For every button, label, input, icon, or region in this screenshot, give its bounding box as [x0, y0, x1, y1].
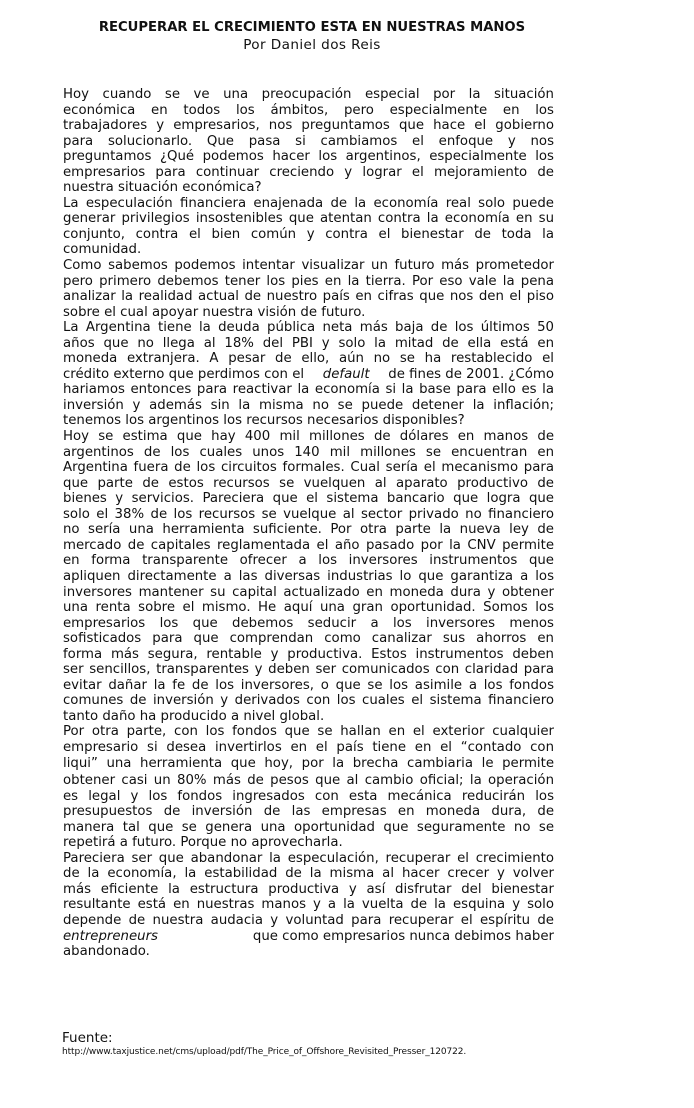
source-url-link[interactable]: http://www.taxjustice.net/cms/upload/pdf/The_Price_of_Offshore_Revisited_Presser_120722.: [62, 1047, 467, 1057]
text-line: apliquen directamente a las diversas industrias lo que garantiza a los: [63, 568, 554, 584]
text-line: solo el 38% de los recursos se vuelque al sector privado no financiero: [63, 506, 554, 522]
text-line: repetirá a futuro. Porque no aprovecharla.: [63, 835, 343, 851]
text-line: obtener casi un 80% más de pesos que al cambio oficial; la operación: [63, 773, 554, 789]
text-line: ser sencillos, transparentes y deben ser comunicados con claridad para: [63, 662, 554, 678]
text-line: Hoy cuando se ve una preocupación especial por la situación: [63, 87, 554, 102]
text-line: de la economía, la estabilidad de la misma al hacer crecer y volver: [63, 866, 554, 882]
text-line: Por otra parte, con los fondos que se hallan en el exterior cualquier: [63, 724, 554, 740]
text-line: tenemos los argentinos los recursos necesarios disponibles?: [63, 413, 465, 429]
text-line: Como sabemos podemos intentar visualizar un futuro más prometedor: [63, 258, 554, 274]
text-fragment: que como empresarios nunca debimos haber: [252, 928, 554, 944]
text-line: más eficiente la estructura productiva y así disfrutar del bienestar: [63, 881, 554, 897]
text-line: presupuestos de inversión de las empresas en moneda dura, de: [63, 804, 554, 820]
text-line: años que no llega al 18% del PBI y solo la mitad de ella está en: [63, 335, 554, 351]
text-line: empresarios para continuar creciendo y lograr el mejoramiento de: [63, 164, 554, 180]
paragraph: [63, 320, 554, 429]
text-line: La especulación financiera enajenada de la economía real solo puede: [63, 195, 554, 211]
article-body: [63, 87, 554, 960]
text-line: comunes de inversión y derivados con los cuales el sistema financiero: [63, 693, 554, 709]
text-line: es legal y los fondos ingresados con esta mecánica reducirán los: [63, 788, 554, 804]
source-label: Fuente:: [62, 1030, 113, 1046]
text-line: sobre el cual apoyar nuestra visión de futuro.: [63, 304, 366, 320]
text-line: en forma transparente ofrecer a los inversores instrumentos que: [63, 553, 554, 569]
text-line: resultante está en nuestras manos y a la vuelta de la esquina y solo: [63, 897, 554, 913]
text-line: liqui” una herramienta que hoy, por la brecha cambiaria le permite: [63, 755, 554, 771]
text-line: empresario si desea invertirlos en el país tiene en el “contado con: [63, 739, 554, 755]
text-line: Hoy se estima que hay 400 mil millones de dólares en manos de: [63, 429, 554, 445]
text-line: no sería una herramienta suficiente. Por otra parte la nueva ley de: [63, 522, 554, 538]
paragraph: [63, 851, 554, 960]
text-line: evitar dañar la fe de los inversores, o que se los asimile a los fondos: [63, 677, 554, 693]
text-line: inversores mantener su capital actualizado en moneda dura y obtener: [63, 584, 554, 600]
paragraph: [63, 196, 554, 258]
text-line: analizar la realidad actual de nuestro país en cifras que nos den el piso: [63, 289, 554, 305]
text-line: [63, 367, 554, 383]
text-line: La Argentina tiene la deuda pública neta más baja de los últimos 50: [63, 320, 554, 336]
text-line: conjunto, contra el bien común y contra el bienestar de toda la: [63, 226, 554, 242]
article-author: Por Daniel dos Reis: [243, 37, 381, 53]
text-line: pero primero debemos tener los pies en la tierra. Por eso vale la pena: [63, 273, 554, 289]
text-line: manera tal que se genera una oportunidad que seguramente no se: [63, 819, 554, 835]
text-line: abandonado.: [63, 944, 150, 960]
italic-term: default: [322, 366, 370, 382]
text-line: empresarios los que debemos seducir a los inversores menos: [63, 615, 554, 631]
text-line: para solucionarlo. Que pasa si cambiamos el enfoque y nos: [63, 133, 554, 149]
text-line: moneda extranjera. A pesar de ello, aún no se ha restablecido el: [63, 351, 554, 367]
text-line: inversión y además sin la misma no se puede detener la inflación;: [63, 397, 554, 413]
article-title: RECUPERAR EL CRECIMIENTO ESTA EN NUESTRAS MANOS: [98, 20, 526, 35]
paragraph: [63, 429, 554, 724]
text-line: nuestra situación económica?: [63, 180, 262, 196]
text-line: trabajadores y empresarios, nos preguntamos que hace el gobierno: [63, 118, 554, 134]
text-line: generar privilegios insostenibles que atentan contra la economía en su: [63, 211, 554, 227]
text-line: hariamos entonces para reactivar la economía si la base para ello es la: [63, 382, 554, 398]
paragraph: [63, 724, 554, 850]
text-line: comunidad.: [63, 242, 142, 258]
text-line: bienes y servicios. Pareciera que el sistema bancario que logra que: [63, 491, 554, 507]
text-line: forma más segura, rentable y productiva. Estos instrumentos deben: [63, 646, 554, 662]
text-line: [63, 929, 554, 945]
text-line: argentinos de los cuales unos 140 mil millones se encuentran en: [63, 444, 554, 460]
text-line: Argentina fuera de los circuitos formales. Cual sería el mecanismo para: [63, 460, 554, 476]
text-line: que parte de estos recursos se vuelquen al aparato productivo de: [63, 475, 554, 491]
text-line: preguntamos ¿Qué podemos hacer los argentinos, especialmente los: [63, 149, 554, 165]
italic-term: entrepreneurs: [63, 928, 158, 944]
text-line: una renta sobre el mismo. He aquí una gran oportunidad. Somos los: [63, 600, 554, 616]
paragraph: [63, 258, 554, 320]
text-line: Pareciera ser que abandonar la especulación, recuperar el crecimiento: [63, 850, 554, 866]
text-line: económica en todos los ámbitos, pero especialmente en los: [63, 102, 554, 118]
text-line: mercado de capitales reglamentada el año pasado por la CNV permite: [63, 537, 554, 553]
text-fragment: crédito externo que perdimos con el: [63, 366, 305, 382]
paragraph: [63, 87, 554, 196]
text-line: sofisticados para que comprendan como canalizar sus ahorros en: [63, 631, 554, 647]
text-fragment: de fines de 2001. ¿Cómo: [388, 366, 554, 382]
text-line: tanto daño ha producido a nivel global.: [63, 708, 325, 724]
text-line: depende de nuestra audacia y voluntad para recuperar el espíritu de: [63, 912, 554, 928]
